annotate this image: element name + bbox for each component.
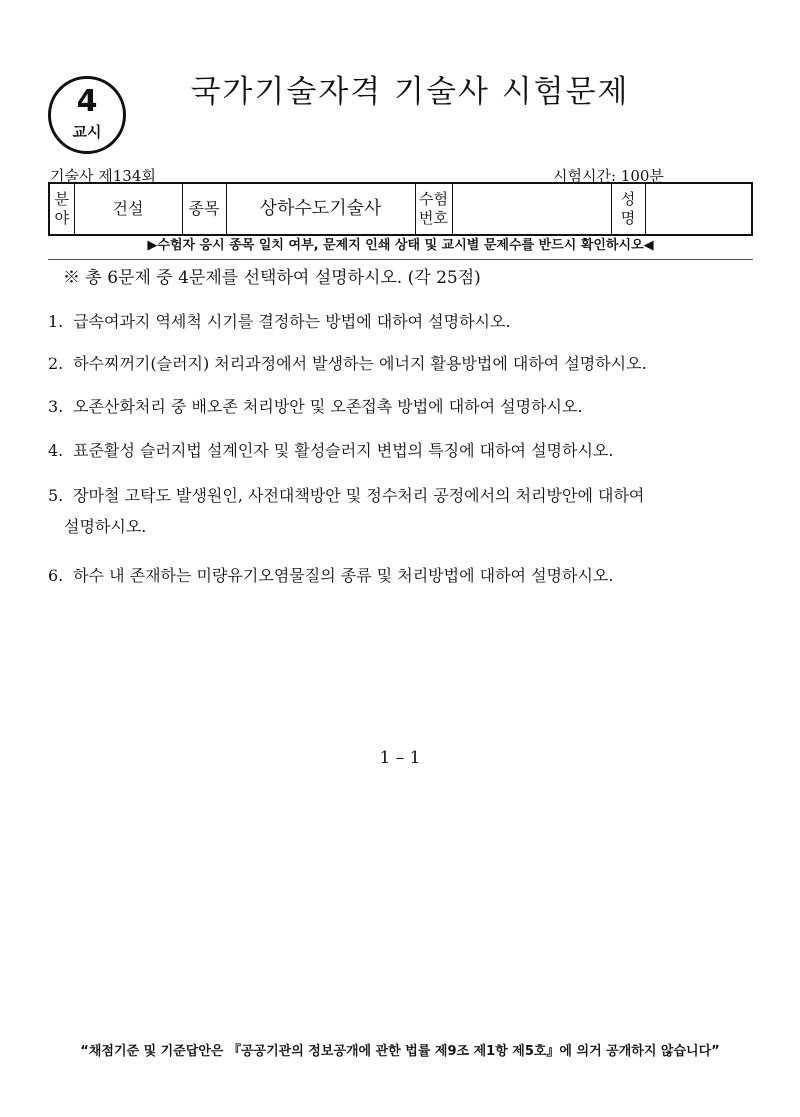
question-text: 하수 내 존재하는 미량유기오염물질의 종류 및 처리방법에 대하여 설명하시오.	[73, 566, 614, 585]
question-item	[48, 348, 758, 379]
exam-time: 시험시간: 100분	[553, 167, 664, 185]
question-text: 하수찌꺼기(슬러지) 처리과정에서 발생하는 에너지 활용방법에 대하여 설명하시오.	[73, 354, 647, 373]
question-number: 2.	[48, 354, 64, 373]
period-label: 교시	[72, 123, 102, 141]
exam-info-table	[48, 182, 753, 236]
question-number: 5.	[48, 486, 64, 505]
question-item	[48, 306, 758, 337]
question-text-continued: 설명하시오.	[64, 517, 147, 536]
field-label: 분야	[49, 183, 74, 235]
question-item	[48, 480, 758, 542]
question-text: 장마철 고탁도 발생원인, 사전대책방안 및 정수처리 공정에서의 처리방안에 대하여	[73, 486, 645, 505]
name-field[interactable]	[645, 183, 752, 235]
period-number: 4	[76, 84, 98, 119]
exam-number-label: 수험번호	[415, 183, 452, 235]
page-number: 1 – 1	[379, 748, 421, 768]
question-text: 급속여과지 역세척 시기를 결정하는 방법에 대하여 설명하시오.	[73, 312, 511, 331]
question-number: 6.	[48, 566, 64, 585]
type-value: 상하수도기술사	[226, 183, 415, 235]
question-item	[48, 391, 758, 422]
question-text: 오존산화처리 중 배오존 처리방안 및 오존접촉 방법에 대하여 설명하시오.	[73, 397, 583, 416]
instruction-text: ※ 총 6문제 중 4문제를 선택하여 설명하시오. (각 25점)	[63, 268, 481, 288]
field-value: 건설	[74, 183, 182, 235]
divider	[48, 259, 753, 260]
exam-category: 기술사 제134회	[50, 167, 156, 185]
question-number: 1.	[48, 312, 64, 331]
question-item	[48, 435, 758, 466]
exam-number-field[interactable]	[452, 183, 611, 235]
page-title: 국가기술자격 기술사 시험문제	[190, 74, 630, 110]
question-item	[48, 560, 758, 591]
period-badge	[48, 76, 126, 154]
question-number: 3.	[48, 397, 64, 416]
question-number: 4.	[48, 441, 64, 460]
type-label: 종목	[182, 183, 226, 235]
name-label: 성명	[611, 183, 645, 235]
notice-banner: ▶수험자 응시 종목 일치 여부, 문제지 인쇄 상태 및 교시별 문제수를 반드시 확인하시오◀	[147, 238, 654, 253]
footer-note: “채점기준 및 기준답안은 『공공기관의 정보공개에 관한 법률 제9조 제1항 제5호』에 의거 공개하지 않습니다”	[80, 1044, 720, 1059]
question-text: 표준활성 슬러지법 설계인자 및 활성슬러지 변법의 특징에 대하여 설명하시오.	[73, 441, 614, 460]
